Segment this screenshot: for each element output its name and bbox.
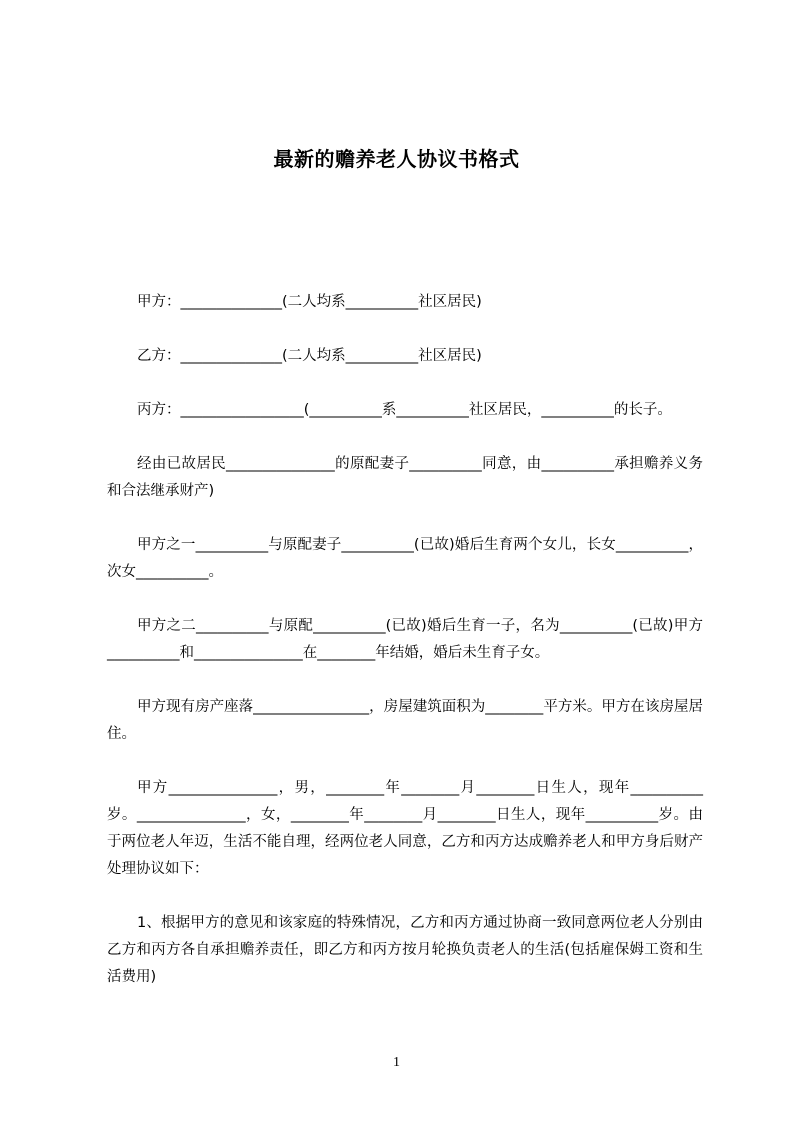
document-body xyxy=(107,289,703,991)
paragraph-party-c: 丙方：_________________(__________系__________社区居民，__________的长子。 xyxy=(137,402,672,418)
paragraph-elders: 甲方_______________，男，________年________月________日生人，现年__________岁。_______________，女，________年________月________日生人，现年__________岁。由于两位老人年迈，生活不能自理，经两位老人同意，乙方和丙方达成赡养老人和甲方身后财产处理协议如下： xyxy=(107,780,703,877)
paragraph-consent: 经由已故居民_______________的原配妻子__________同意，由__________承担赡养义务和合法继承财产) xyxy=(107,456,703,499)
paragraph-party-a-two: 甲方之二__________与原配__________(已故)婚后生育一子，名为__________(已故)甲方__________和_______________在________年结婚，婚后未生育子女。 xyxy=(107,618,703,661)
paragraph-party-a-one: 甲方之一__________与原配妻子__________(已故)婚后生育两个女儿，长女__________，次女__________。 xyxy=(107,537,703,580)
page-number: 1 xyxy=(393,1055,400,1070)
paragraph-property: 甲方现有房产座落________________，房屋建筑面积为________平方米。甲方在该房屋居住。 xyxy=(107,699,703,742)
paragraph-party-b: 乙方：______________(二人均系__________社区居民) xyxy=(137,348,482,364)
paragraph-party-a: 甲方：______________(二人均系__________社区居民) xyxy=(137,294,482,310)
paragraph-clause-1: 1、根据甲方的意见和该家庭的特殊情况，乙方和丙方通过协商一致同意两位老人分别由乙方和丙方各自承担赡养责任，即乙方和丙方按月轮换负责老人的生活(包括雇保姆工资和生活费用) xyxy=(107,915,703,985)
document-title: 最新的赡养老人协议书格式 xyxy=(273,147,520,171)
